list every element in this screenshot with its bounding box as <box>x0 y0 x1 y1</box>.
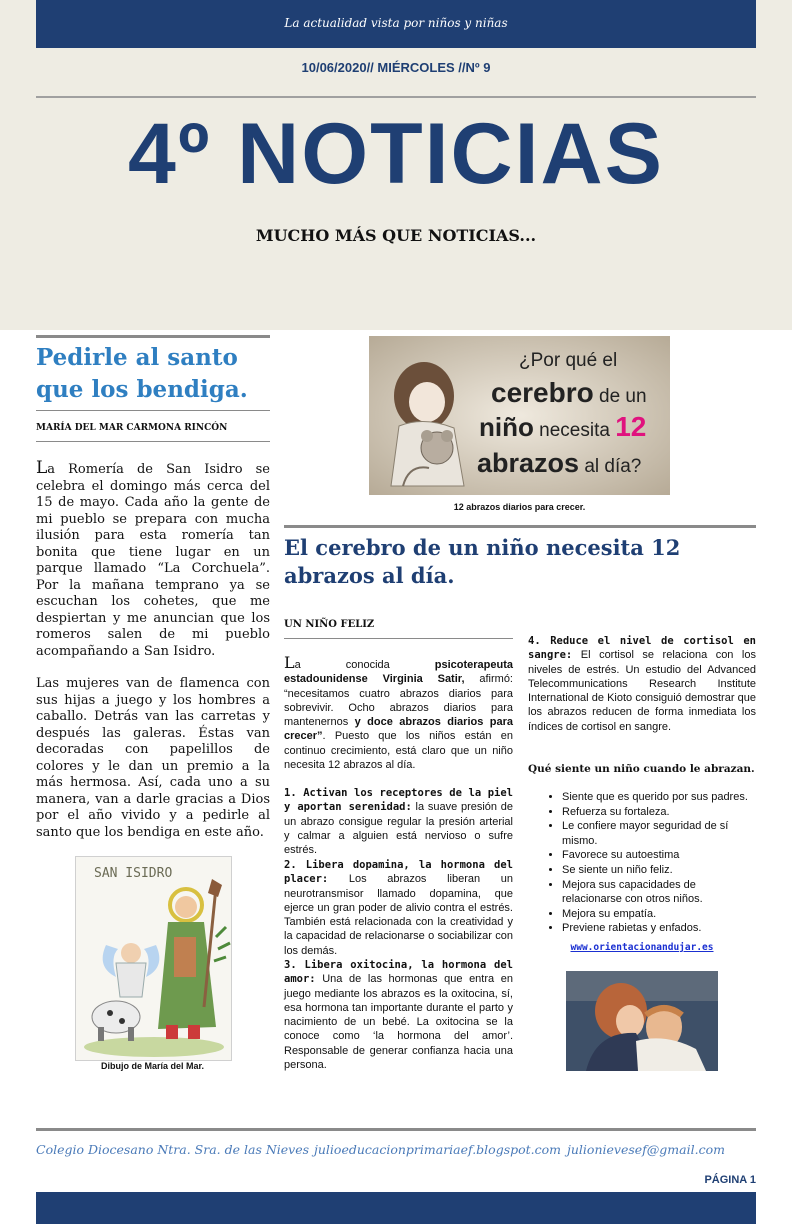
hero-illustration <box>369 336 670 495</box>
divider <box>284 638 513 639</box>
list-item: • Mejora sus capacidades de relacionarse con otros niños. <box>562 878 756 907</box>
masthead-subtitle: MUCHO MÁS QUE NOTICIAS... <box>255 226 537 245</box>
benefit-point-4: 4. Reduce el nivel de cortisol en sangre: El cortisol se relaciona con los niveles de estrés. Un estudio del Advanced Telecommunications Research Institute International de Kioto consiguió demostrar que los abrazos reducen de forma inmediata los índices de cortisol en sangre. <box>528 635 756 733</box>
hero-text-line-3: niño necesita 12 <box>479 411 647 442</box>
tagline: La actualidad vista por niños y niñas <box>284 16 508 30</box>
left-article-paragraph-2: Las mujeres van de flamenca con sus hijas a juego y los hombres a caballo. Detrás van las carretas y después las galeras. Éstas van decoradas con papelillos de colores y le dan un premio a la más hermosa. Así, cada uno a su manera, van a darle gracias a Dios por el año vivido y a pedirle al santo que los bendiga en este año. <box>36 676 270 840</box>
feelings-list-title: Qué siente un niño cuando le abrazan. <box>528 763 755 775</box>
hero-text-line-2: cerebro de un <box>491 377 647 408</box>
list-item: • Favorece su autoestima <box>562 848 756 863</box>
hug-painting <box>566 971 718 1071</box>
source-link[interactable]: www.orientacionandujar.es <box>570 942 714 953</box>
column-rule <box>284 525 756 528</box>
drawing-label: SAN ISIDRO <box>94 866 173 881</box>
drawing-illustration <box>76 857 231 1060</box>
benefit-point-3: 3. Libera oxitocina, la hormona del amor: Una de las hormonas que entra en juego mediante los abrazos es la oxitocina, sí, esa hormona tan importante durante el parto y nacimiento de un bebé. La oxitocina se la conoce como ‘la hormona del amor’. Responsable de generar confianza hacia una persona. <box>284 959 513 1072</box>
footer-school: Colegio Diocesano Ntra. Sra. de las Nieves <box>36 1142 310 1157</box>
article-author: MARÍA DEL MAR CARMONA RINCÓN <box>36 423 228 433</box>
left-article-title: Pedirle al santo que los bendiga. <box>36 344 248 403</box>
list-item: • Le confiere mayor seguridad de sí mismo. <box>562 819 756 848</box>
bottom-banner <box>36 1192 756 1224</box>
main-article-intro: La conocida psicoterapeuta estadounidense Virginia Satir, afirmó: “necesitamos cuatro abrazos diarios para sobrevivir. Ocho abrazos diarios para mantenernos y doce abrazos diarios para crecer”. Puesto que los niños están en continuo crecimiento, está claro que un niño necesita 12 abrazos al día. <box>284 653 514 772</box>
article-kicker: UN NIÑO FELIZ <box>284 619 375 630</box>
paragraph-text: a Romería de San Isidro se celebra el domingo más cerca del 15 de mayo. Cada año la gente de mi pueblo se prepara con mucha ilusión para esta romería tan bonita que tiene lugar en un parque llamado “La Corchuela”. Por la mañana temprano ya se escuchan los cohetes, que me despiertan y me anuncian que los romeros salen de mi pueblo acompañando a San Isidro. <box>36 462 270 659</box>
drop-cap: L <box>36 458 48 478</box>
list-item: • Refuerza su fortaleza. <box>562 805 756 820</box>
feelings-list <box>528 790 756 936</box>
drawing-caption: Dibujo de María del Mar. <box>100 1061 205 1071</box>
footer-blog-link[interactable]: julioeducacionprimariaef.blogspot.com <box>314 1142 562 1157</box>
painting-illustration <box>566 971 718 1071</box>
footer-email-link[interactable]: julionievesef@gmail.com <box>567 1142 725 1157</box>
divider <box>36 410 270 411</box>
divider <box>36 96 756 98</box>
san-isidro-drawing <box>75 856 232 1061</box>
list-item: • Mejora su empatía. <box>562 907 756 922</box>
hero-text-line-1: ¿Por qué el <box>519 350 618 371</box>
left-article-paragraph-1 <box>36 460 270 660</box>
column-rule <box>36 335 270 338</box>
benefit-point-2: 2. Libera dopamina, la hormona del placer: Los abrazos liberan un neurotransmisor llamado dopamina, que ejerce un gran poder de alivio contra el estrés. También está relacionada con la creatividad y la capacidad de relacionarse o sociabilizar con los demás. <box>284 859 513 957</box>
page-number: PÁGINA 1 <box>704 1174 756 1186</box>
list-item: • Siente que es querido por sus padres. <box>562 790 756 805</box>
hero-text-line-4: abrazos al día? <box>477 448 642 478</box>
list-item: • Se siente un niño feliz. <box>562 863 756 878</box>
benefit-point-1: 1. Activan los receptores de la piel y aportan serenidad: la suave presión de un abrazo consigue regular la presión arterial y calmar a alguien está nervioso o sufre estrés. <box>284 787 514 857</box>
list-item: • Previene rabietas y enfados. <box>562 921 756 936</box>
masthead-title: 4º NOTICIAS <box>127 106 665 202</box>
main-article-title: El cerebro de un niño necesita 12 abrazos al día. <box>284 535 681 588</box>
dateline: 10/06/2020// MIÉRCOLES //Nº 9 <box>301 60 491 75</box>
footer-rule <box>36 1128 756 1131</box>
divider <box>36 441 270 442</box>
hero-caption: 12 abrazos diarios para crecer. <box>453 502 586 512</box>
hero-image <box>369 336 670 495</box>
